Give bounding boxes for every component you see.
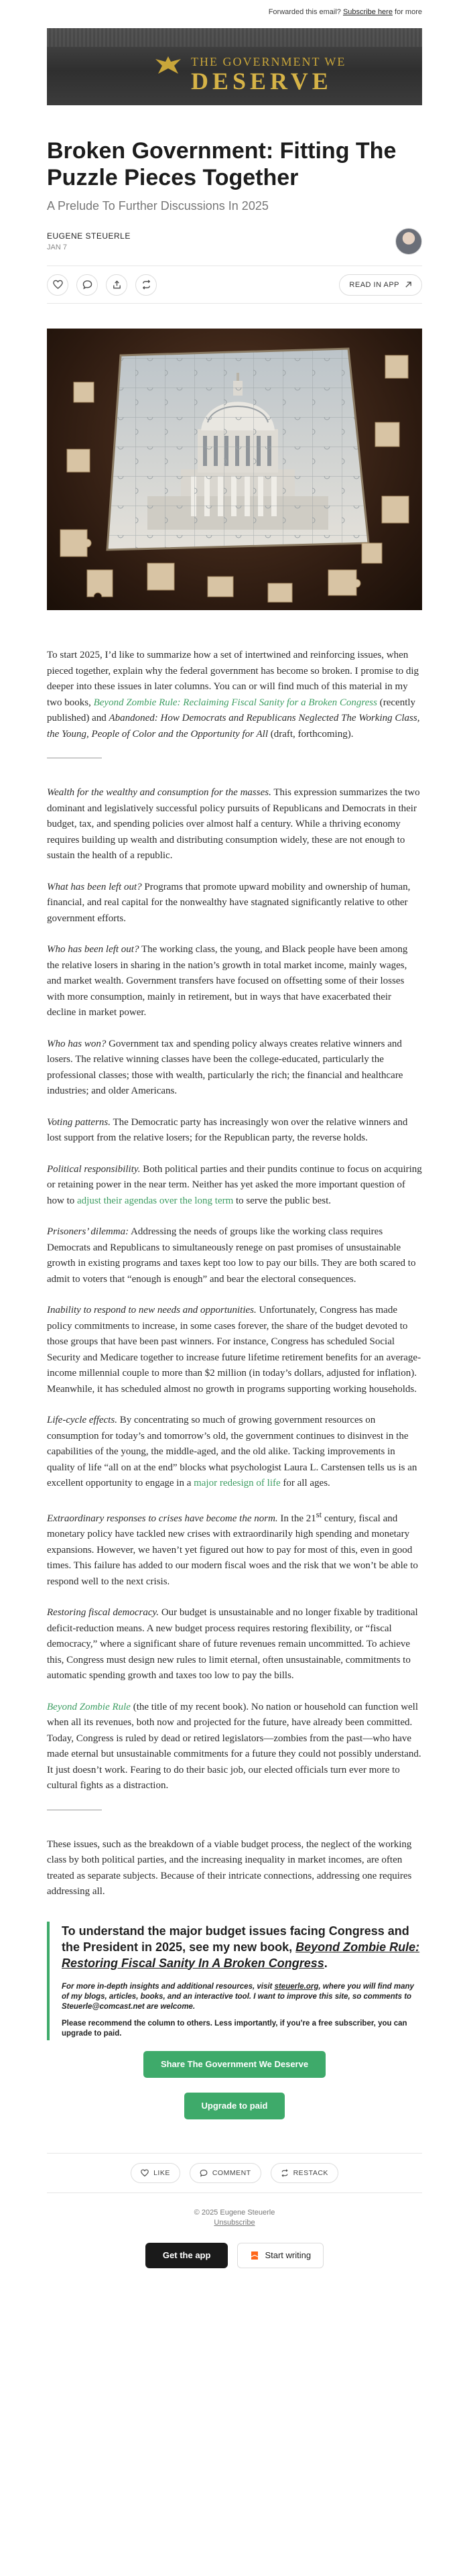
book-title-abandoned: Abandoned: How Democrats and Republicans Neglected The Working Class, the Young, People of Color and the Opportunity for All: [47, 713, 420, 740]
paragraph-lead: Political responsibility.: [47, 1163, 141, 1175]
paragraph-lead: Restoring fiscal democracy.: [47, 1607, 159, 1618]
like-button[interactable]: [47, 274, 68, 296]
intro-text-a: To start 2025, I’d like to summarize how a set of intertwined and reinforcing issues, when pieced together, explain why the federal government has become so broken. I promise to dig deeper into these issues in later columns. You can or will find much of this material in my two books,: [47, 650, 419, 708]
hero-image-capitol-puzzle[interactable]: [47, 329, 422, 610]
share-button[interactable]: [106, 274, 127, 296]
byline: [47, 228, 422, 255]
get-app-button[interactable]: Get the app: [145, 2243, 228, 2268]
promo-note-text: For more in-depth insights and additional resources, visit: [62, 1982, 275, 1991]
bottom-spacer: [47, 2268, 422, 2286]
paragraph-voting: [47, 1115, 422, 1147]
heart-icon: [141, 2169, 149, 2177]
arrow-up-right-icon: [405, 281, 412, 288]
paragraph-body: Addressing the needs of groups like the working class requires Democrats and Republicans to simultaneously renege on past promises of unsustainable growth in existing programs and taxes kept too low to pay our bills. They are both scared to admit to voters that “enough is enough” and bear the electoral consequences.: [47, 1226, 416, 1285]
restack-label: RESTACK: [293, 2168, 328, 2177]
restack-icon: [141, 280, 151, 290]
paragraph-body: (the title of my recent book). No nation or household can function well when all its revenues, both now and projected for the future, have already been committed. Today, Congress is ruled by dead or retired legislators—zombies from the past—who have made eternal but unsustainable commitments for a future they could not possibly understand. It just doesn’t work. Fearing to do their basic job, our elected officials turn ever more to cultural fights as a distraction.: [47, 1701, 421, 1791]
paragraph-body: By concentrating so much of growing government resources on consumption for today’s and tomorrow’s old, the government continues to disinvest in the capabilities of the young, the middle-aged, and the old alike. Tacking improvements in quality of life “all on at the end” blocks what psychologist Laura L. Carstensen tells us is an excellent opportunity to engage in a: [47, 1415, 417, 1488]
forward-suffix: for more: [395, 8, 422, 16]
app-cta-row: [47, 2243, 422, 2268]
paragraph-left-out-who: [47, 942, 422, 1021]
comment-label: COMMENT: [212, 2168, 251, 2177]
paragraph-beyond-zombie-rule: [47, 1700, 422, 1794]
article-intro: [47, 648, 422, 742]
comment-button[interactable]: [76, 274, 98, 296]
promo-heading: [62, 1923, 422, 1971]
promo-note: [62, 1982, 422, 2012]
link-adjust-agendas[interactable]: adjust their agendas over the long term: [77, 1195, 234, 1206]
banner-line-2: DESERVE: [191, 68, 332, 95]
paragraph-lead: Prisoners’ dilemma:: [47, 1226, 129, 1237]
promo-heading-text: To understand the major budget issues facing Congress and the President in 2025, see my new book,: [62, 1924, 409, 1954]
start-writing-button[interactable]: [237, 2243, 324, 2268]
paragraph-political-responsibility: [47, 1162, 422, 1210]
action-icons: [47, 274, 157, 296]
paragraph-body: Unfortunately, Congress has made policy commitments to increase, in some cases forever, the share of the budget devoted to those groups that have been past winners. For instance, Congress has scheduled Social Security and Medicare together to increase future lifetime retirement benefits for an average-income millennial couple to more than $2 million (in today’s dollars, adjusted for inflation). Meanwhile, it has scheduled almost no growth in programs supporting working households.: [47, 1305, 421, 1395]
link-beyond-zombie-rule[interactable]: Beyond Zombie Rule: [47, 1701, 131, 1712]
read-in-app-button[interactable]: [339, 274, 422, 296]
book-promo-callout: [47, 1922, 422, 2040]
paragraph-body: century, fiscal and monetary policy have tackled new crises with extraordinarily high spending and monetary expansions. However, we haven’t yet figured out how to pay for most of this, even in good times. This failure has added to our modern fiscal woes and the risk that we won’t be able to respond well to the next crisis.: [47, 1513, 418, 1587]
paragraph-closing: These issues, such as the breakdown of a viable budget process, the neglect of the working class by both political parties, and the increasing inequality in market incomes, are often treated as separate subjects. Because of their intricate connections, addressing one requires addressing all.: [47, 1838, 412, 1897]
footer-comment-button[interactable]: [190, 2163, 261, 2183]
unsubscribe-link[interactable]: Unsubscribe: [214, 2218, 255, 2227]
promo-note-text: , where you will find many of my blogs, articles, books, and an interactive tool. I want to improve this site, so comments to Steuerle@comcast.net are welcome.: [62, 1982, 414, 2011]
byline-text: [47, 231, 131, 251]
comment-icon: [82, 280, 92, 290]
article-body: [47, 648, 422, 1900]
share-publication-button[interactable]: Share The Government We Deserve: [143, 2051, 326, 2078]
paragraph-body: Programs that promote upward mobility and ownership of human, financial, and real capital for the nonwealthy have stagnated significantly relative to other government efforts.: [47, 881, 411, 924]
paragraph-body: The Democratic party has increasingly won over the relative winners and lost support from the relative losers; for the Republican party, the reverse holds.: [47, 1116, 408, 1143]
author-avatar[interactable]: [395, 228, 422, 255]
intro-text-c: (draft, forthcoming).: [268, 728, 354, 740]
paragraph-lead: Voting patterns.: [47, 1116, 111, 1128]
share-row: [47, 2051, 422, 2078]
paragraph-body: Both political parties and their pundits continue to focus on acquiring or retaining power in the near term. Neither has yet asked the more important question of how to: [47, 1163, 422, 1206]
paragraph-who-won: [47, 1037, 422, 1100]
eagle-icon: [154, 54, 182, 76]
start-writing-label: Start writing: [265, 2250, 312, 2260]
publication-banner[interactable]: [47, 28, 422, 105]
footer-restack-button[interactable]: [271, 2163, 338, 2183]
paragraph-body: Our budget is unsustainable and no longer fixable by traditional deficit-reduction means. A new budget process requires restoring flexibility, or “fiscal democracy,” where a significant share of future revenues remain uncommitted. To achieve this, Congress must design new rules to limit eternal, often unsustainable, commitments to automatic spending growth and taxes too low to pay the bills.: [47, 1607, 418, 1681]
promo-recommend-note: Please recommend the column to others. Less importantly, if you’re a free subscriber, you can upgrade to paid.: [62, 2019, 407, 2038]
book-link-beyond-zombie-rule[interactable]: Beyond Zombie Rule: Reclaiming Fiscal Sanity for a Broken Congress: [93, 697, 377, 708]
promo-heading-end: .: [324, 1956, 328, 1970]
forward-note: [47, 0, 422, 16]
capitol-puzzle-illustration: [47, 329, 422, 610]
paragraph-fiscal-democracy: [47, 1605, 422, 1684]
like-label: LIKE: [153, 2168, 170, 2177]
paragraph-wealth: [47, 785, 422, 864]
read-in-app-label: READ IN APP: [349, 280, 399, 289]
paragraph-lead: Inability to respond to new needs and opportunities.: [47, 1305, 257, 1315]
superscript: st: [316, 1509, 322, 1519]
share-icon: [112, 280, 122, 290]
paragraph-body: for all ages.: [280, 1478, 330, 1488]
steuerle-site-link[interactable]: steuerle.org: [274, 1982, 319, 1991]
post-actions-bar: [47, 266, 422, 304]
paragraph-body: The working class, the young, and Black people have been among the relative losers in sharing in the nation’s growth in total market income, mainly wages, and market wealth. Government transfers have focused on offsetting some of their losses with more consumption, mainly in retirement, but in ways that have exacerbated their decline in market power.: [47, 944, 408, 1018]
paragraph-lead: Who has been left out?: [47, 944, 139, 955]
post-subtitle: A Prelude To Further Discussions In 2025: [47, 199, 269, 213]
restack-icon: [281, 2169, 289, 2177]
footer: [47, 2208, 422, 2228]
paragraph-left-out-what: [47, 880, 422, 927]
comment-icon: [200, 2169, 208, 2177]
paragraph-crises: [47, 1507, 422, 1590]
heart-icon: [53, 280, 63, 290]
post-title[interactable]: Broken Government: Fitting The Puzzle Pieces Together: [47, 138, 397, 190]
paragraph-lead: Life-cycle effects.: [47, 1415, 117, 1425]
promo-book-link[interactable]: Beyond Zombie Rule: Restoring Fiscal Sanity In A Broken Congress: [62, 1940, 420, 1970]
paragraph-body: to serve the public best.: [233, 1195, 332, 1206]
paragraph-body: Government tax and spending policy always creates relative winners and losers. The relative winning classes have been the college-educated, particularly the professional classes; those with wealth, particularly the rich; the financial and healthcare industries; and older Americans.: [47, 1038, 403, 1096]
link-major-redesign-of-life[interactable]: major redesign of life: [194, 1478, 281, 1488]
paragraph-lead: Who has won?: [47, 1038, 107, 1049]
paragraph-body: In the 21: [277, 1513, 316, 1524]
paragraph-life-cycle: [47, 1413, 422, 1492]
restack-button[interactable]: [135, 274, 157, 296]
subscribe-link[interactable]: Subscribe here: [342, 8, 393, 16]
paragraph-lead: Extraordinary responses to crises have become the norm.: [47, 1513, 278, 1524]
paragraph-lead: What has been left out?: [47, 881, 142, 892]
paragraph-inability: [47, 1303, 422, 1397]
forward-text: Forwarded this email?: [268, 8, 341, 16]
copyright: © 2025 Eugene Steuerle: [194, 2208, 275, 2217]
banner-line-1: THE GOVERNMENT WE: [191, 55, 346, 68]
paragraph-prisoners-dilemma: [47, 1224, 422, 1287]
bookmark-icon: [250, 2251, 259, 2260]
paragraph-body: This expression summarizes the two dominant and legislatively successful policy pursuits of Republicans and Democrats in their budget, tax, and spending policies over almost half a century. While a thriving economy requires building up wealth and distributing consumption widely, these are not enough to sustain the health of a republic.: [47, 787, 420, 861]
upgrade-row: [47, 2093, 422, 2119]
post-date: JAN 7: [47, 243, 67, 251]
author-name[interactable]: EUGENE STEUERLE: [47, 231, 131, 241]
footer-actions-bar: [47, 2153, 422, 2193]
intro-text-b: (recently published) and: [47, 697, 416, 723]
footer-like-button[interactable]: [131, 2163, 180, 2183]
paragraph-lead: Wealth for the wealthy and consumption for the masses.: [47, 787, 271, 798]
upgrade-to-paid-button[interactable]: Upgrade to paid: [184, 2093, 285, 2119]
